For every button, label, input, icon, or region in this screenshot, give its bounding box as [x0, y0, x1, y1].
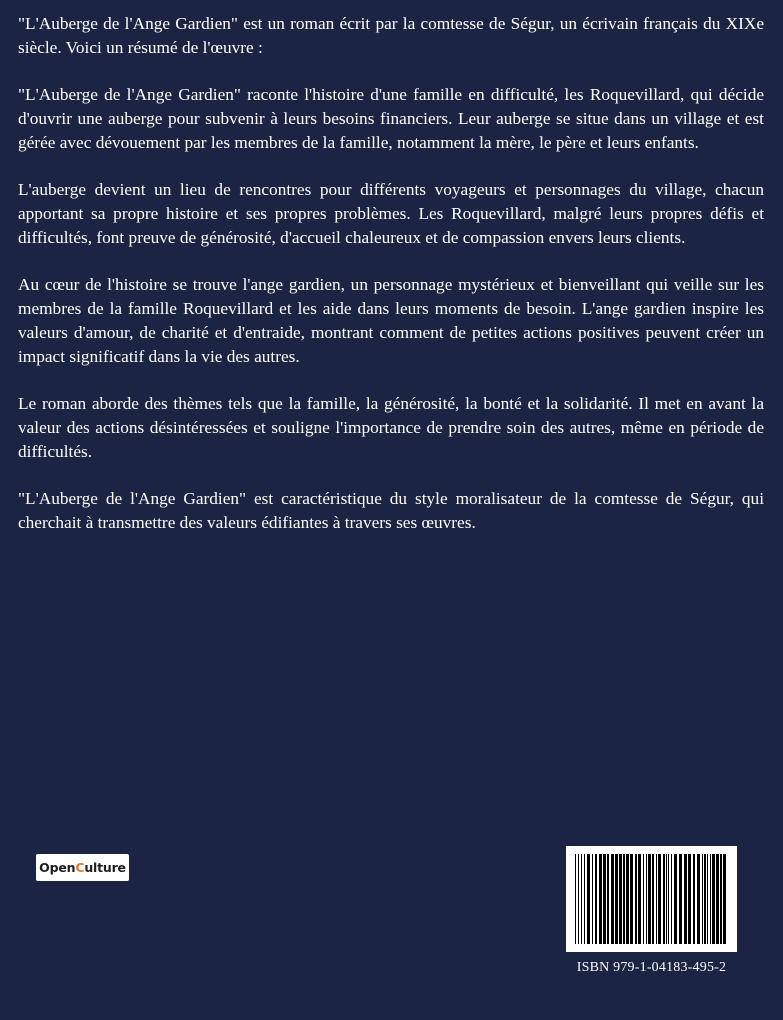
barcode-bar: [697, 854, 700, 944]
barcode-bar: [712, 854, 715, 944]
barcode-bar: [615, 854, 618, 944]
barcode-bar: [623, 854, 625, 944]
barcode-bar: [710, 854, 711, 944]
barcode-bar: [720, 854, 722, 944]
barcode-bar: [643, 854, 644, 944]
barcode-bar: [592, 854, 593, 944]
barcode-bar: [603, 854, 606, 944]
barcode-bar: [716, 854, 719, 944]
barcode-bar: [578, 854, 579, 944]
barcode-bar: [648, 854, 651, 944]
barcode-bar: [587, 854, 590, 944]
barcode-bar: [607, 854, 609, 944]
barcode-bar: [638, 854, 641, 944]
paragraph-themes: Le roman aborde des thèmes tels que la famille, la générosité, la bonté et la solidarité. Il met en avant la valeur des actions désintéressées et souligne l'importance de prendre soin des autres, même en période de difficultés.: [18, 394, 764, 461]
logo-suffix: ulture: [84, 860, 126, 875]
barcode-bar: [656, 854, 657, 944]
isbn-label: ISBN 979-1-04183-495-2: [576, 960, 727, 975]
barcode-bar: [668, 854, 669, 944]
barcode-bar: [619, 854, 622, 944]
paragraph-inn: L'auberge devient un lieu de rencontres pour différents voyageurs et personnages du village, chacun apportant sa propre histoire et ses propres problèmes. Les Roquevillard, malgré leurs propres défis et difficultés, font preuve de générosité, d'accueil chaleureux et de compassion envers leurs clients.: [18, 180, 764, 247]
barcode-bar: [679, 854, 682, 944]
barcode-bar: [611, 854, 614, 944]
barcode-bar: [630, 854, 633, 944]
barcode-bar: [626, 854, 629, 944]
paragraph-story: "L'Auberge de l'Ange Gardien" raconte l'histoire d'une famille en difficulté, les Roquevillard, qui décide d'ouvrir une auberge pour subvenir à leurs besoins financiers. Leur auberge se situe dans un village et est gérée avec dévouement par les membres de la famille, notamment la mère, le père et leurs enfants.: [18, 85, 764, 152]
logo-prefix: Open: [39, 860, 76, 875]
barcode-bar: [674, 854, 677, 944]
barcode-bar: [707, 854, 708, 944]
barcode-bar: [646, 854, 647, 944]
barcode-bars: [575, 854, 728, 944]
barcode-bar: [723, 854, 726, 944]
publisher-logo: [36, 854, 129, 881]
barcode-bar: [652, 854, 654, 944]
barcode-bar: [599, 854, 602, 944]
paragraph-intro: "L'Auberge de l'Ange Gardien" est un roman écrit par la comtesse de Ségur, un écrivain français du XIXe siècle. Voici un résumé de l'œuvre :: [18, 14, 764, 57]
barcode-bar: [671, 854, 672, 944]
barcode-bar: [658, 854, 661, 944]
barcode-bar: [688, 854, 691, 944]
barcode-bar: [575, 854, 576, 944]
logo-accent: C: [75, 860, 85, 875]
barcode-bar: [666, 854, 667, 944]
barcode-bar: [584, 854, 585, 944]
paragraph-style: "L'Auberge de l'Ange Gardien" est caractéristique du style moralisateur de la comtesse de Ségur, qui cherchait à transmettre des valeurs édifiantes à travers ses œuvres.: [18, 489, 764, 532]
summary-text: [18, 12, 764, 558]
barcode-bar: [702, 854, 703, 944]
barcode: [566, 846, 737, 952]
paragraph-angel: Au cœur de l'histoire se trouve l'ange gardien, un personnage mystérieux et bienveillant qui veille sur les membres de la famille Roquevillard et les aide dans leurs moments de besoin. L'ange gardien inspire les valeurs d'amour, de charité et d'entraide, montrant comment de petites actions positives peuvent créer un impact significatif dans la vie des autres.: [18, 275, 764, 366]
barcode-bar: [704, 854, 706, 944]
barcode-bar: [581, 854, 582, 944]
barcode-bar: [663, 854, 665, 944]
barcode-bar: [595, 854, 597, 944]
barcode-bar: [635, 854, 637, 944]
barcode-bar: [693, 854, 695, 944]
barcode-bar: [684, 854, 687, 944]
